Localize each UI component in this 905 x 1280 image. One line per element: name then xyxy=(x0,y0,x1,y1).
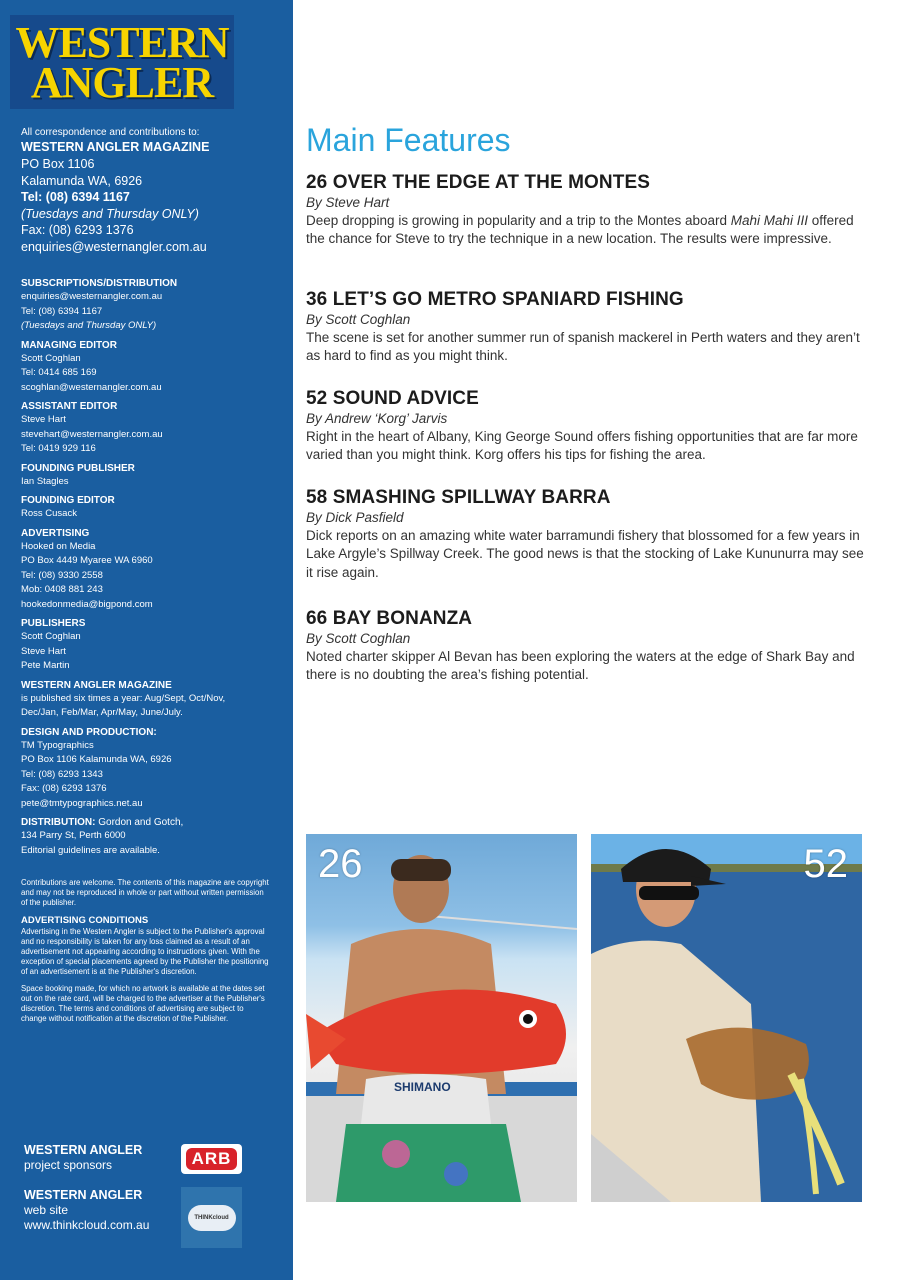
feature-photo-52[interactable] xyxy=(591,834,862,1202)
feature-byline: By Scott Coghlan xyxy=(306,631,411,646)
website-title: WESTERN ANGLER xyxy=(24,1188,143,1202)
staff-heading: FOUNDING PUBLISHER xyxy=(21,462,135,474)
sponsor-block xyxy=(24,1143,184,1173)
feature-photo-26[interactable] xyxy=(306,834,577,1202)
feature-item[interactable] xyxy=(306,289,866,366)
website-label: web site xyxy=(24,1203,69,1217)
staff-heading: SUBSCRIPTIONS/DISTRIBUTION xyxy=(21,278,178,289)
staff-heading: DESIGN AND PRODUCTION: xyxy=(21,726,157,738)
angler-with-squid-illustration xyxy=(591,834,862,1202)
staff-line: Fax: (08) 6293 1376 xyxy=(21,783,107,794)
staff-line: Ian Stagles xyxy=(21,475,69,487)
website-url[interactable]: www.thinkcloud.com.au xyxy=(24,1218,150,1232)
feature-byline: By Andrew ‘Korg’ Jarvis xyxy=(306,411,448,426)
sponsor-subtitle: project sponsors xyxy=(24,1158,113,1172)
sidebar xyxy=(0,0,293,1280)
reel-brand-text: SHIMANO xyxy=(394,1080,451,1094)
staff-line: Scott Coghlan xyxy=(21,352,81,364)
staff-line: Tel: (08) 6293 1343 xyxy=(21,768,103,780)
staff-line: Editorial guidelines are available. xyxy=(21,844,160,856)
legal-block xyxy=(21,878,271,1024)
contact-email[interactable]: enquiries@westernangler.com.au xyxy=(21,239,207,254)
staff-line[interactable]: enquiries@westernangler.com.au xyxy=(21,291,163,302)
staff-heading: ADVERTISING xyxy=(21,527,90,539)
cloud-icon xyxy=(188,1205,236,1231)
distribution-line xyxy=(21,816,283,829)
arb-logo[interactable] xyxy=(181,1144,242,1174)
staff-line: Tel: (08) 9330 2558 xyxy=(21,569,103,581)
feature-description: The scene is set for another summer run of spanish mackerel in Perth waters and they aren’t as hard to find as you might think. xyxy=(306,330,860,364)
feature-description: Deep dropping is growing in popularity and a trip to the Montes aboard Mahi Mahi III offered the chance for Steve to try the technique in a new location. The results were impressive. xyxy=(306,213,854,247)
thinkcloud-logo[interactable] xyxy=(181,1187,242,1248)
staff-line: Tel: (08) 6394 1167 xyxy=(21,305,103,317)
staff-line: Pete Martin xyxy=(21,660,70,671)
staff-line: Steve Hart xyxy=(21,414,66,425)
staff-line[interactable]: scoghlan@westernangler.com.au xyxy=(21,381,162,393)
staff-line[interactable]: pete@tmtypographics.net.au xyxy=(21,797,143,809)
contributions-notice: Contributions are welcome. The contents of this magazine are copyright and may not be reproduced in whole or part without written permission of the publisher. xyxy=(21,878,269,908)
feature-headline: 58 SMASHING SPILLWAY BARRA xyxy=(306,487,611,508)
sponsor-title: WESTERN ANGLER xyxy=(24,1143,143,1157)
western-angler-logo: WESTERN ANGLER xyxy=(10,15,234,109)
contact-hours: (Tuesdays and Thursday ONLY) xyxy=(21,206,199,221)
staff-line: 134 Parry St, Perth 6000 xyxy=(21,830,126,841)
staff-line: TM Typographics xyxy=(21,739,94,751)
staff-heading: ASSISTANT EDITOR xyxy=(21,401,118,412)
page-title: Main Features xyxy=(306,122,511,158)
feature-headline: 52 SOUND ADVICE xyxy=(306,388,479,409)
staff-heading: WESTERN ANGLER MAGAZINE xyxy=(21,679,172,691)
page-number-badge: 52 xyxy=(803,842,848,886)
main-features xyxy=(306,120,866,683)
feature-byline: By Steve Hart xyxy=(306,195,390,210)
arb-logo-text: ARB xyxy=(186,1148,238,1170)
contact-intro: All correspondence and contributions to: xyxy=(21,127,200,138)
website-block xyxy=(24,1188,184,1233)
feature-headline: 66 BAY BONANZA xyxy=(306,608,473,629)
contact-fax: Fax: (08) 6293 1376 xyxy=(21,223,134,237)
staff-list xyxy=(21,277,283,858)
feature-description: Noted charter skipper Al Bevan has been exploring the waters at the edge of Shark Bay and there is no doubting the area’s fishing potential. xyxy=(306,649,855,683)
space-booking-text: Space booking made, for which no artwork is available at the dates set out on the rate card, will be charged to the advertiser at the Publisher's discretion. The terms and conditions of advertising are subject to change without notification at the discretion of the Publisher. xyxy=(21,983,265,1024)
staff-line: Steve Hart xyxy=(21,645,66,657)
contact-block xyxy=(21,127,283,255)
feature-item[interactable] xyxy=(306,172,866,249)
staff-line: Tel: 0419 929 116 xyxy=(21,443,96,454)
staff-line: PO Box 1106 Kalamunda WA, 6926 xyxy=(21,754,172,765)
contact-tel: Tel: (08) 6394 1167 xyxy=(21,190,130,204)
distribution-value: Gordon and Gotch, xyxy=(95,817,184,828)
feature-item[interactable] xyxy=(306,388,866,465)
feature-byline: By Scott Coghlan xyxy=(306,312,411,327)
feature-item[interactable] xyxy=(306,608,866,685)
contact-suburb: Kalamunda WA, 6926 xyxy=(21,173,143,188)
feature-headline: 36 LET’S GO METRO SPANIARD FISHING xyxy=(306,289,684,310)
feature-headline: 26 OVER THE EDGE AT THE MONTES xyxy=(306,172,650,193)
staff-line: Scott Coghlan xyxy=(21,631,81,642)
staff-line: PO Box 4449 Myaree WA 6960 xyxy=(21,555,153,566)
staff-heading: FOUNDING EDITOR xyxy=(21,495,115,506)
page-number-badge: 26 xyxy=(318,842,363,886)
advertising-conditions-text: Advertising in the Western Angler is subject to the Publisher's approval and no responsibility is taken for any loss claimed as a result of an advertisement not appearing according to instructions given. With the exception of special placements agreed by the Publisher the positioning of an advertisement is at the Publisher's discretion. xyxy=(21,926,269,977)
staff-line: Dec/Jan, Feb/Mar, Apr/May, June/July. xyxy=(21,707,183,718)
staff-line: Hooked on Media xyxy=(21,540,96,552)
feature-description: Dick reports on an amazing white water barramundi fishery that blossomed for a few years in Lake Argyle’s Spillway Creek. The good news is that the stocking of Lake Kununurra may see it rise again. xyxy=(306,528,864,580)
staff-heading: PUBLISHERS xyxy=(21,618,86,629)
staff-line: Ross Cusack xyxy=(21,508,77,519)
feature-byline: By Dick Pasfield xyxy=(306,510,404,525)
staff-line[interactable]: hookedonmedia@bigpond.com xyxy=(21,598,153,610)
contact-magazine: WESTERN ANGLER MAGAZINE xyxy=(21,140,210,154)
contact-po-box: PO Box 1106 xyxy=(21,157,95,171)
staff-line: Tel: 0414 685 169 xyxy=(21,367,97,378)
staff-heading: MANAGING EDITOR xyxy=(21,339,117,351)
advertising-conditions-heading: ADVERTISING CONDITIONS xyxy=(21,914,149,926)
thinkcloud-logo-text: THINKcloud xyxy=(194,1214,229,1221)
feature-description: Right in the heart of Albany, King George Sound offers fishing opportunities that are far more varied than you might think. Korg offers his tips for fishing the area. xyxy=(306,429,858,463)
staff-line: Mob: 0408 881 243 xyxy=(21,584,103,595)
staff-line[interactable]: stevehart@westernangler.com.au xyxy=(21,428,163,440)
staff-line: is published six times a year: Aug/Sept, Oct/Nov, xyxy=(21,692,226,704)
angler-with-red-fish-illustration xyxy=(306,834,577,1202)
distribution-label: DISTRIBUTION: xyxy=(21,817,96,828)
staff-line: (Tuesdays and Thursday ONLY) xyxy=(21,320,157,331)
feature-item[interactable] xyxy=(306,487,866,582)
